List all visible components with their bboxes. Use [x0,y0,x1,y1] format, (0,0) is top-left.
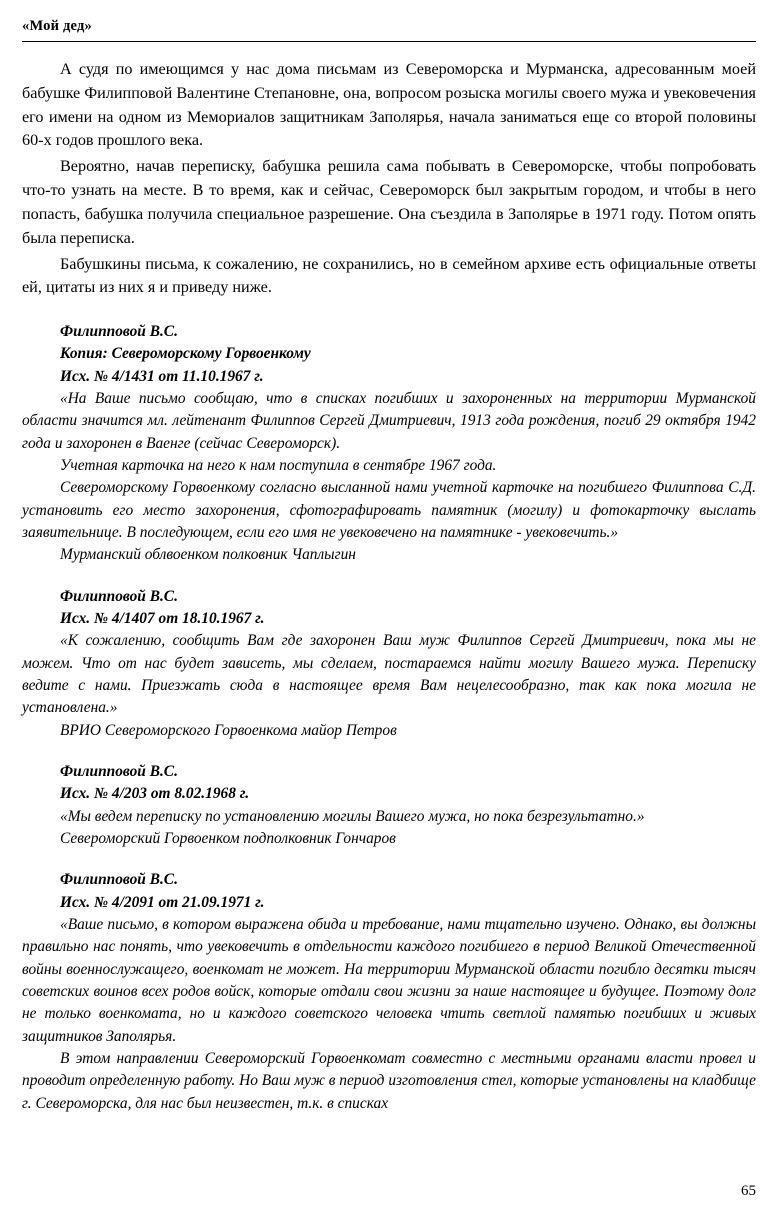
letter-block [22,761,756,850]
letter-quote: Учетная карточка на него к нам поступила в сентябре 1967 года. [60,457,497,475]
body-paragraph: А судя по имеющимся у нас дома письмам из Североморска и Мурманска, адресованным моей бабушке Филипповой Валентине Степановне, она, вопросом розыска могилы своего мужа и увековечения его имени на одном из Мемориалов защитникам Заполярья, начала заниматься еще со второй половины 60-х годов прошлого века. [22,60,756,150]
letter-outgoing-number: Исх. № 4/1431 от 11.10.1967 г. [60,367,264,385]
letter-quote: «На Ваше письмо сообщаю, что в списках погибших и захороненных на территории Мурманской области значится мл. лейтенант Филиппов Сергей Дмитриевич, 1913 года рождения, погиб 29 октября 1942 года и захоронен в Ваенге (сейчас Североморск). [22,390,756,452]
header-divider [22,41,756,42]
spacer [22,850,756,869]
letter-quote: «К сожалению, сообщить Вам где захоронен Ваш муж Филиппов Сергей Дмитриевич, пока мы не можем. Что от нас будет зависеть, мы сделаем, постараемся найти могилу Вашего мужа. Переписку ведите с нами. Приезжать сюда в настоящее время Вам нецелесообразно, так как пока могила не установлена.» [22,632,756,717]
letter-signature: ВРИО Североморского Горвоенкома майор Петров [60,721,397,739]
letter-quote: В этом направлении Североморский Горвоенкомат совместно с местными органами власти провел и проводит определенную работу. Но Ваш муж в период изготовления стел, которые установлены на кладбище г. Североморска, для нас был неизвестен, т.к. в списках [22,1049,757,1112]
letter-outgoing-number: Исх. № 4/2091 от 21.09.1971 г. [60,893,265,911]
letter-block [22,869,756,1115]
spacer [22,302,756,321]
page-header: «Мой дед» [22,18,92,34]
spacer [22,567,756,586]
letter-block [22,321,756,567]
letter-quote: Североморскому Горвоенкому согласно высланной нами учетной карточке на погибшего Филиппова С.Д. установить его место захоронения, сфотографировать памятник (могилу) и фотокарточку выслать заявительнице. В последующем, если его имя не увековечено на памятнике - увековечить.» [22,479,756,542]
letter-addressee: Филипповой В.С. [60,323,178,341]
letter-addressee: Филипповой В.С. [60,587,178,605]
spacer [22,742,756,761]
body-paragraph: Вероятно, начав переписку, бабушка решила сама побывать в Североморске, чтобы попробовать что-то узнать на месте. В то время, как и сейчас, Североморск был закрытым городом, и чтобы в него попасть, бабушка получила специальное разрешение. Она съездила в Заполярье в 1971 году. Потом опять была переписка. [22,157,756,247]
letter-outgoing-number: Исх. № 4/203 от 8.02.1968 г. [60,785,250,803]
body-paragraph: Бабушкины письма, к сожалению, не сохранились, но в семейном архиве есть официальные ответы ей, цитаты из них я и приведу ниже. [22,254,756,297]
letter-copy-line: Копия: Североморскому Горвоенкому [60,345,311,363]
letter-signature: Мурманский облвоенком полковник Чаплыгин [60,546,356,564]
page-content [22,58,756,1115]
letter-addressee: Филипповой В.С. [60,871,178,889]
letter-outgoing-number: Исх. № 4/1407 от 18.10.1967 г. [60,610,265,628]
letter-quote: «Мы ведем переписку по установлению могилы Вашего мужа, но пока безрезультатно.» [60,807,645,825]
page-number: 65 [741,1183,756,1199]
letter-quote: «Ваше письмо, в котором выражена обида и требование, нами тщательно изучено. Однако, вы должны правильно нас понять, что увековечить в отдельности каждого погибшего в период Великой Отечественной войны военнослужащего, военкомат не может. На территории Мурманской области погибло десятки тысяч советских воинов всех родов войск, которые отдали свои жизни за наше настоящее и будущее. Поэтому долг не только военкомата, но и каждого советского человека чтить светлой памятью погибших и живых защитников Заполярья. [22,916,756,1045]
letter-signature: Североморский Горвоенком подполковник Гончаров [60,830,396,848]
letter-block [22,586,756,742]
letter-addressee: Филипповой В.С. [60,763,178,781]
